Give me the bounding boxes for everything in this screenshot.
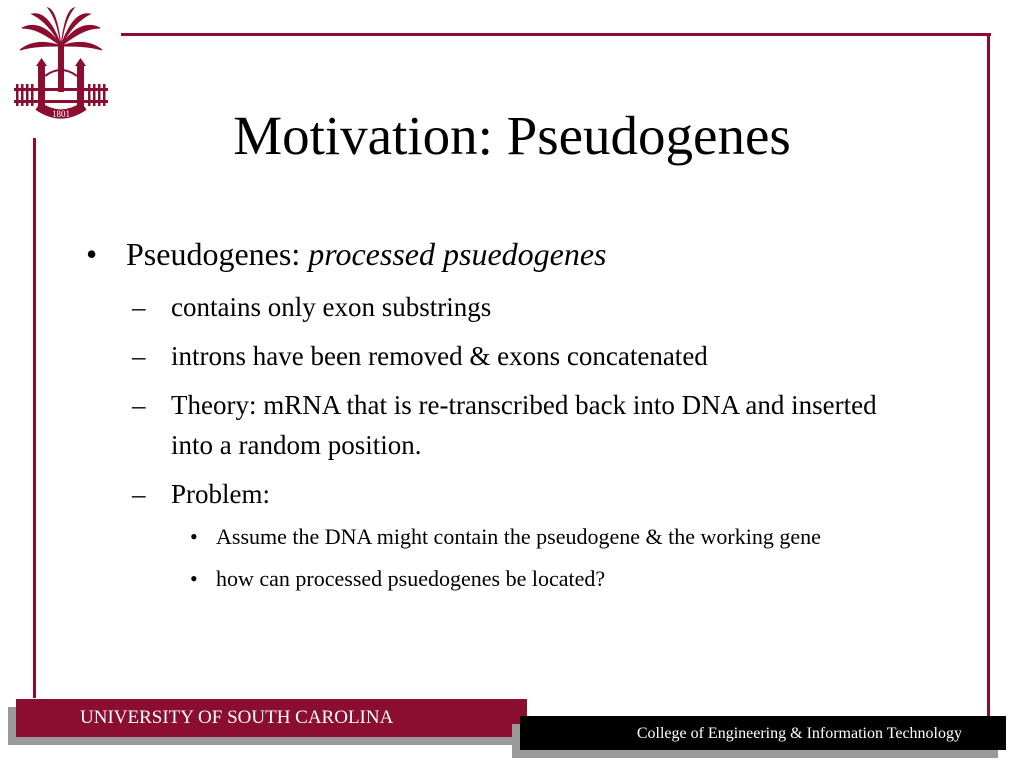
university-name: UNIVERSITY OF SOUTH CAROLINA (80, 707, 394, 728)
dash-marker: – (132, 479, 146, 509)
bullet-emphasis: processed psuedogenes (308, 236, 607, 272)
sub-item-introns-removed (132, 336, 966, 376)
sub-item-text: Theory: mRNA that is re-transcribed back into DNA and inserted into a random position. (171, 390, 877, 460)
bullet-marker: • (190, 524, 198, 549)
sub-sub-item-how-located (190, 562, 836, 596)
sub-item-exon-substrings (132, 287, 966, 327)
university-footer-bar (16, 699, 527, 737)
bullet-pseudogenes (86, 230, 966, 278)
bullet-prefix: Pseudogenes: (126, 236, 309, 272)
frame-left-border (33, 138, 36, 698)
sub-item-text: Problem: (171, 479, 270, 509)
dash-marker: – (132, 390, 146, 420)
sub-item-text: contains only exon substrings (171, 292, 492, 322)
slide-title: Motivation: Pseudogenes (233, 105, 791, 166)
logo-year-text: 1801 (52, 109, 70, 119)
sub-sub-item-text: how can processed psuedogenes be located? (216, 566, 606, 591)
sub-sub-item-text: Assume the DNA might contain the pseudogene & the working gene (216, 524, 821, 549)
sub-sub-item-assume (190, 520, 856, 554)
slide-content (86, 230, 966, 596)
sub-item-text: introns have been removed & exons concatenated (171, 341, 708, 371)
college-name: College of Engineering & Information Technology (636, 725, 962, 742)
bullet-marker: • (190, 566, 198, 591)
sub-item-theory (132, 385, 911, 465)
sub-item-problem (132, 474, 966, 514)
frame-top-border (121, 33, 991, 36)
college-footer-bar (520, 716, 1006, 750)
bullet-marker: • (86, 236, 98, 272)
dash-marker: – (132, 292, 146, 322)
dash-marker: – (132, 341, 146, 371)
